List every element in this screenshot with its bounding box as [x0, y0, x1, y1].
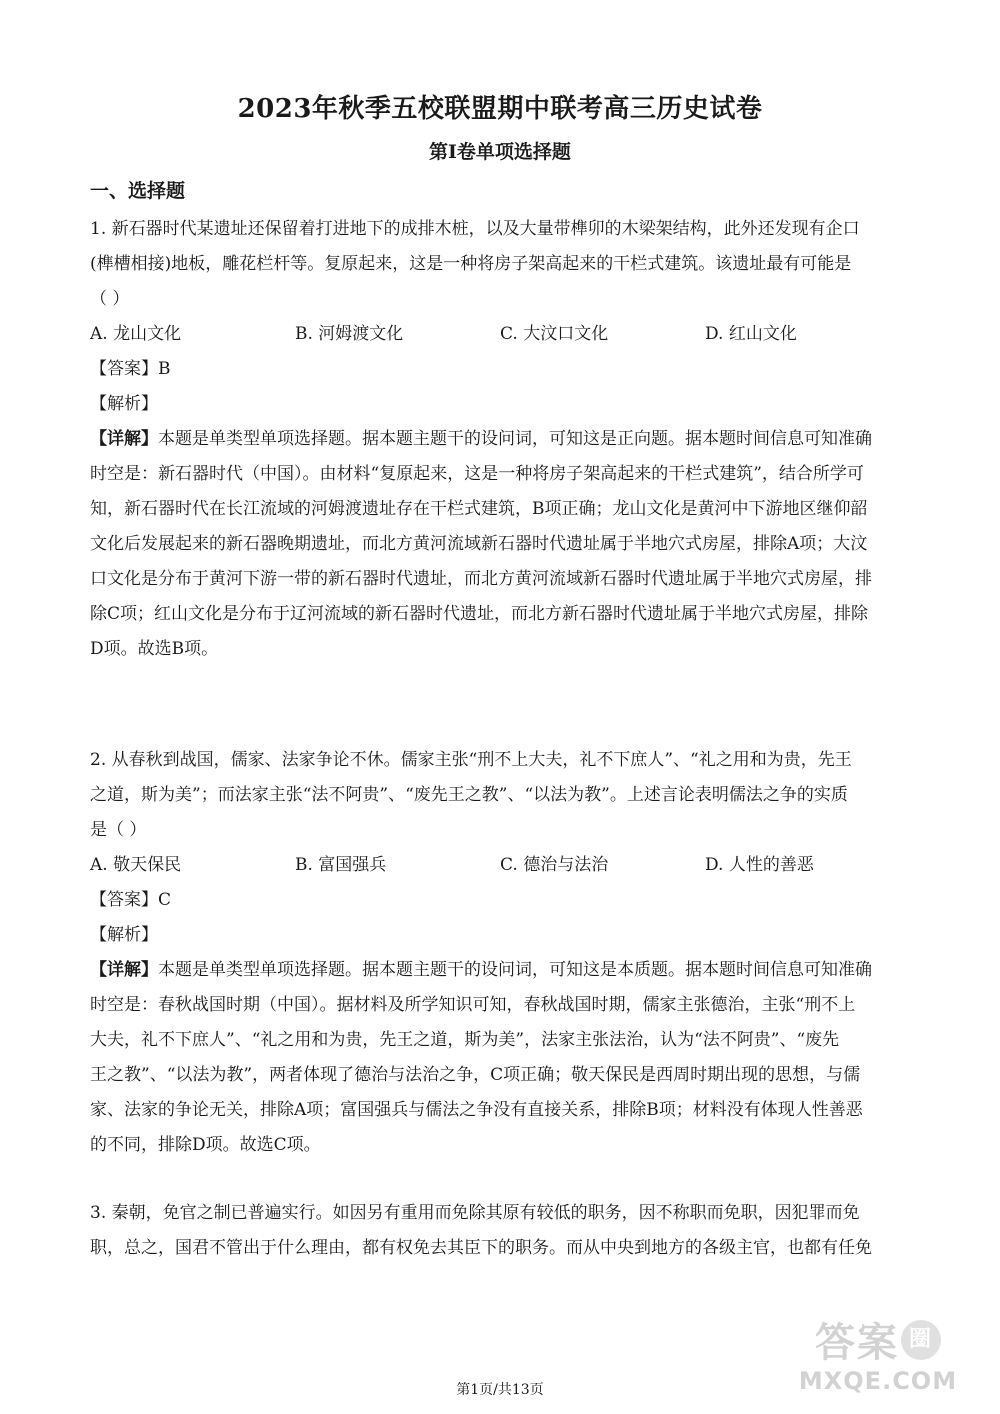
option-b: B. 河姆渡文化: [295, 324, 404, 344]
question-stem-line: 1. 新石器时代某遗址还保留着打进地下的成排木桩，以及大量带榫卯的木梁架结构，此外还发现有企口: [90, 219, 860, 239]
option-d: D. 人性的善恶: [705, 855, 814, 875]
watermark-url: MXQE.COM: [798, 1367, 958, 1395]
detail-line: 王之教”、“以法为教”，两者体现了德治与法治之争，C项正确；敬天保民是西周时期出现的思想，与儒: [90, 1065, 861, 1085]
question-1: [90, 212, 910, 667]
option-b: B. 富国强兵: [295, 855, 387, 875]
question-stem-line: (榫槽相接)地板，雕花栏杆等。复原起来，这是一种将房子架高起来的干栏式建筑。该遗址最有可能是: [90, 254, 852, 274]
detail-line: 知，新石器时代在长江流域的河姆渡遗址存在干栏式建筑，B项正确；龙山文化是黄河中下游地区继仰韶: [90, 499, 868, 519]
option-a: A. 龙山文化: [90, 324, 182, 344]
watermark-logo: [778, 1320, 978, 1400]
page-title: 2023年秋季五校联盟期中联考高三历史试卷: [237, 94, 763, 124]
question-stem-line: 是（ ）: [90, 820, 147, 840]
analysis-label: 【解析】: [90, 925, 158, 945]
options-row: [90, 317, 910, 352]
detail-line: 大夫，礼不下庶人”、“礼之用和为贵，先王之道，斯为美”，法家主张法治，认为“法不阿贵”、“废先: [90, 1030, 840, 1050]
option-a: A. 敬天保民: [90, 855, 182, 875]
detail-line: [90, 422, 910, 457]
option-d: D. 红山文化: [705, 324, 797, 344]
detail-line: 的不同，排除D项。故选C项。: [90, 1135, 321, 1155]
detail-line: 时空是：新石器时代（中国）。由材料“复原起来，这是一种将房子架高起来的干栏式建筑”，结合所学可: [90, 464, 864, 484]
question-stem-line: 职，总之，国君不管出于什么理由，都有权免去其臣下的职务。而从中央到地方的各级主官，也都有任免: [90, 1238, 872, 1258]
question-2: [90, 743, 910, 1163]
answer-label: 【答案】: [90, 890, 158, 910]
detail-label: 【详解】: [90, 429, 158, 449]
answer-label: 【答案】: [90, 359, 158, 379]
question-3: [90, 1196, 910, 1266]
question-stem-line: 2. 从春秋到战国，儒家、法家争论不休。儒家主张“刑不上大夫，礼不下庶人”、“礼之用和为贵，先王: [90, 750, 852, 770]
watermark-top: 答案 圈: [778, 1320, 978, 1366]
detail-text: 本题是单类型单项选择题。据本题主题干的设问词，可知这是正向题。据本题时间信息可知准确: [158, 429, 872, 449]
section-heading: 一、选择题: [90, 180, 186, 202]
detail-line: 家、法家的争论无关，排除A项；富国强兵与儒法之争没有直接关系，排除B项；材料没有体现人性善恶: [90, 1100, 863, 1120]
detail-line: D项。故选B项。: [90, 639, 219, 659]
detail-line: 时空是：春秋战国时期（中国）。据材料及所学知识可知，春秋战国时期，儒家主张德治，主张“刑不上: [90, 995, 856, 1015]
page-subtitle: 第Ⅰ卷单项选择题: [429, 141, 571, 163]
detail-line: 除C项；红山文化是分布于辽河流域的新石器时代遗址，而北方新石器时代遗址属于半地穴式房屋，排除: [90, 604, 869, 624]
options-row: [90, 848, 910, 883]
answer-line: [90, 883, 910, 918]
detail-line: [90, 953, 910, 988]
answer-value: B: [158, 359, 171, 379]
option-c: C. 大汶口文化: [500, 324, 609, 344]
question-stem-line: 3. 秦朝，免官之制已普遍实行。如因另有重用而免除其原有较低的职务，因不称职而免职，因犯罪而免: [90, 1203, 860, 1223]
detail-label: 【详解】: [90, 960, 158, 980]
question-stem-line: 之道，斯为美”；而法家主张“法不阿贵”、“废先王之教”、“以法为教”。上述言论表明儒法之争的实质: [90, 785, 848, 805]
answer-line: [90, 352, 910, 387]
analysis-label: 【解析】: [90, 394, 158, 414]
option-c: C. 德治与法治: [500, 855, 609, 875]
page-number: 第1页/共13页: [456, 1382, 544, 1398]
watermark-badge-icon: 圈: [901, 1320, 941, 1360]
question-stem-line: （ ）: [90, 289, 130, 309]
detail-line: 文化后发展起来的新石器晚期遗址，而北方黄河流域新石器时代遗址属于半地穴式房屋，排除A项；大汶: [90, 534, 868, 554]
detail-line: 口文化是分布于黄河下游一带的新石器时代遗址，而北方黄河流域新石器时代遗址属于半地穴式房屋，排: [90, 569, 872, 589]
answer-value: C: [158, 890, 172, 910]
detail-text: 本题是单类型单项选择题。据本题主题干的设问词，可知这是本质题。据本题时间信息可知准确: [158, 960, 872, 980]
